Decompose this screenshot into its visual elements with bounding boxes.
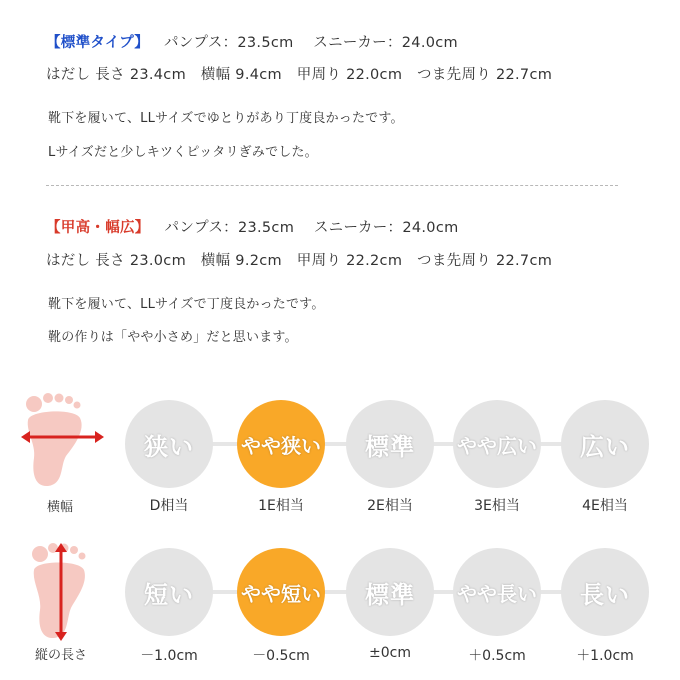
width-caption-2: 2E相当 [367, 498, 413, 514]
width-caption-4: 4E相当 [582, 498, 628, 514]
width-caption-0: D相当 [149, 498, 189, 514]
section2-measurements: はだし 長さ 23.0cm 横幅 9.2cm 甲周り 22.2cm つま先周り 22.7cm [46, 253, 553, 269]
section2-comment-1: 靴下を履いて、LLサイズで丁度良かったです。 [48, 297, 325, 312]
section1-line1 [46, 31, 458, 52]
section2-line1 [46, 216, 459, 237]
length-caption-3: ＋0.5cm [468, 648, 526, 664]
width-caption-1: 1E相当 [258, 498, 304, 514]
length-option-short: 短い [125, 548, 213, 636]
width-axis-label: 横幅 [46, 500, 73, 515]
length-caption-0: －1.0cm [140, 648, 198, 664]
section-divider [46, 185, 618, 186]
foot-width-icon [18, 392, 108, 492]
length-caption-2: ±0cm [369, 645, 411, 661]
width-option-wide: 広い [561, 400, 649, 488]
width-caption-3: 3E相当 [474, 498, 520, 514]
length-option-slightly-long: やや長い [453, 548, 541, 636]
length-caption-1: －0.5cm [252, 648, 310, 664]
length-caption-4: ＋1.0cm [576, 648, 634, 664]
width-option-slightly-wide: やや広い [453, 400, 541, 488]
section2-shoe-sizes: パンプス：23.5cm スニーカー：24.0cm [164, 220, 459, 236]
width-option-narrow: 狭い [125, 400, 213, 488]
section2-comment-2: 靴の作りは「やや小さめ」だと思います。 [48, 330, 298, 345]
section1-tag: 【標準タイプ】 [46, 35, 150, 51]
length-option-long: 長い [561, 548, 649, 636]
foot-length-icon [26, 540, 96, 644]
section1-shoe-sizes: パンプス：23.5cm スニーカー：24.0cm [163, 35, 458, 51]
length-axis-label: 縦の長さ [34, 648, 87, 663]
section1-measurements: はだし 長さ 23.4cm 横幅 9.4cm 甲周り 22.0cm つま先周り 22.7cm [46, 67, 553, 83]
length-option-slightly-short: やや短い [237, 548, 325, 636]
section2-tag: 【甲高・幅広】 [46, 220, 150, 236]
width-option-standard: 標準 [346, 400, 434, 488]
length-option-standard: 標準 [346, 548, 434, 636]
section1-comment-2: Lサイズだと少しキツくピッタリぎみでした。 [48, 145, 318, 160]
width-option-slightly-narrow: やや狭い [237, 400, 325, 488]
section1-comment-1: 靴下を履いて、LLサイズでゆとりがあり丁度良かったです。 [48, 111, 404, 126]
